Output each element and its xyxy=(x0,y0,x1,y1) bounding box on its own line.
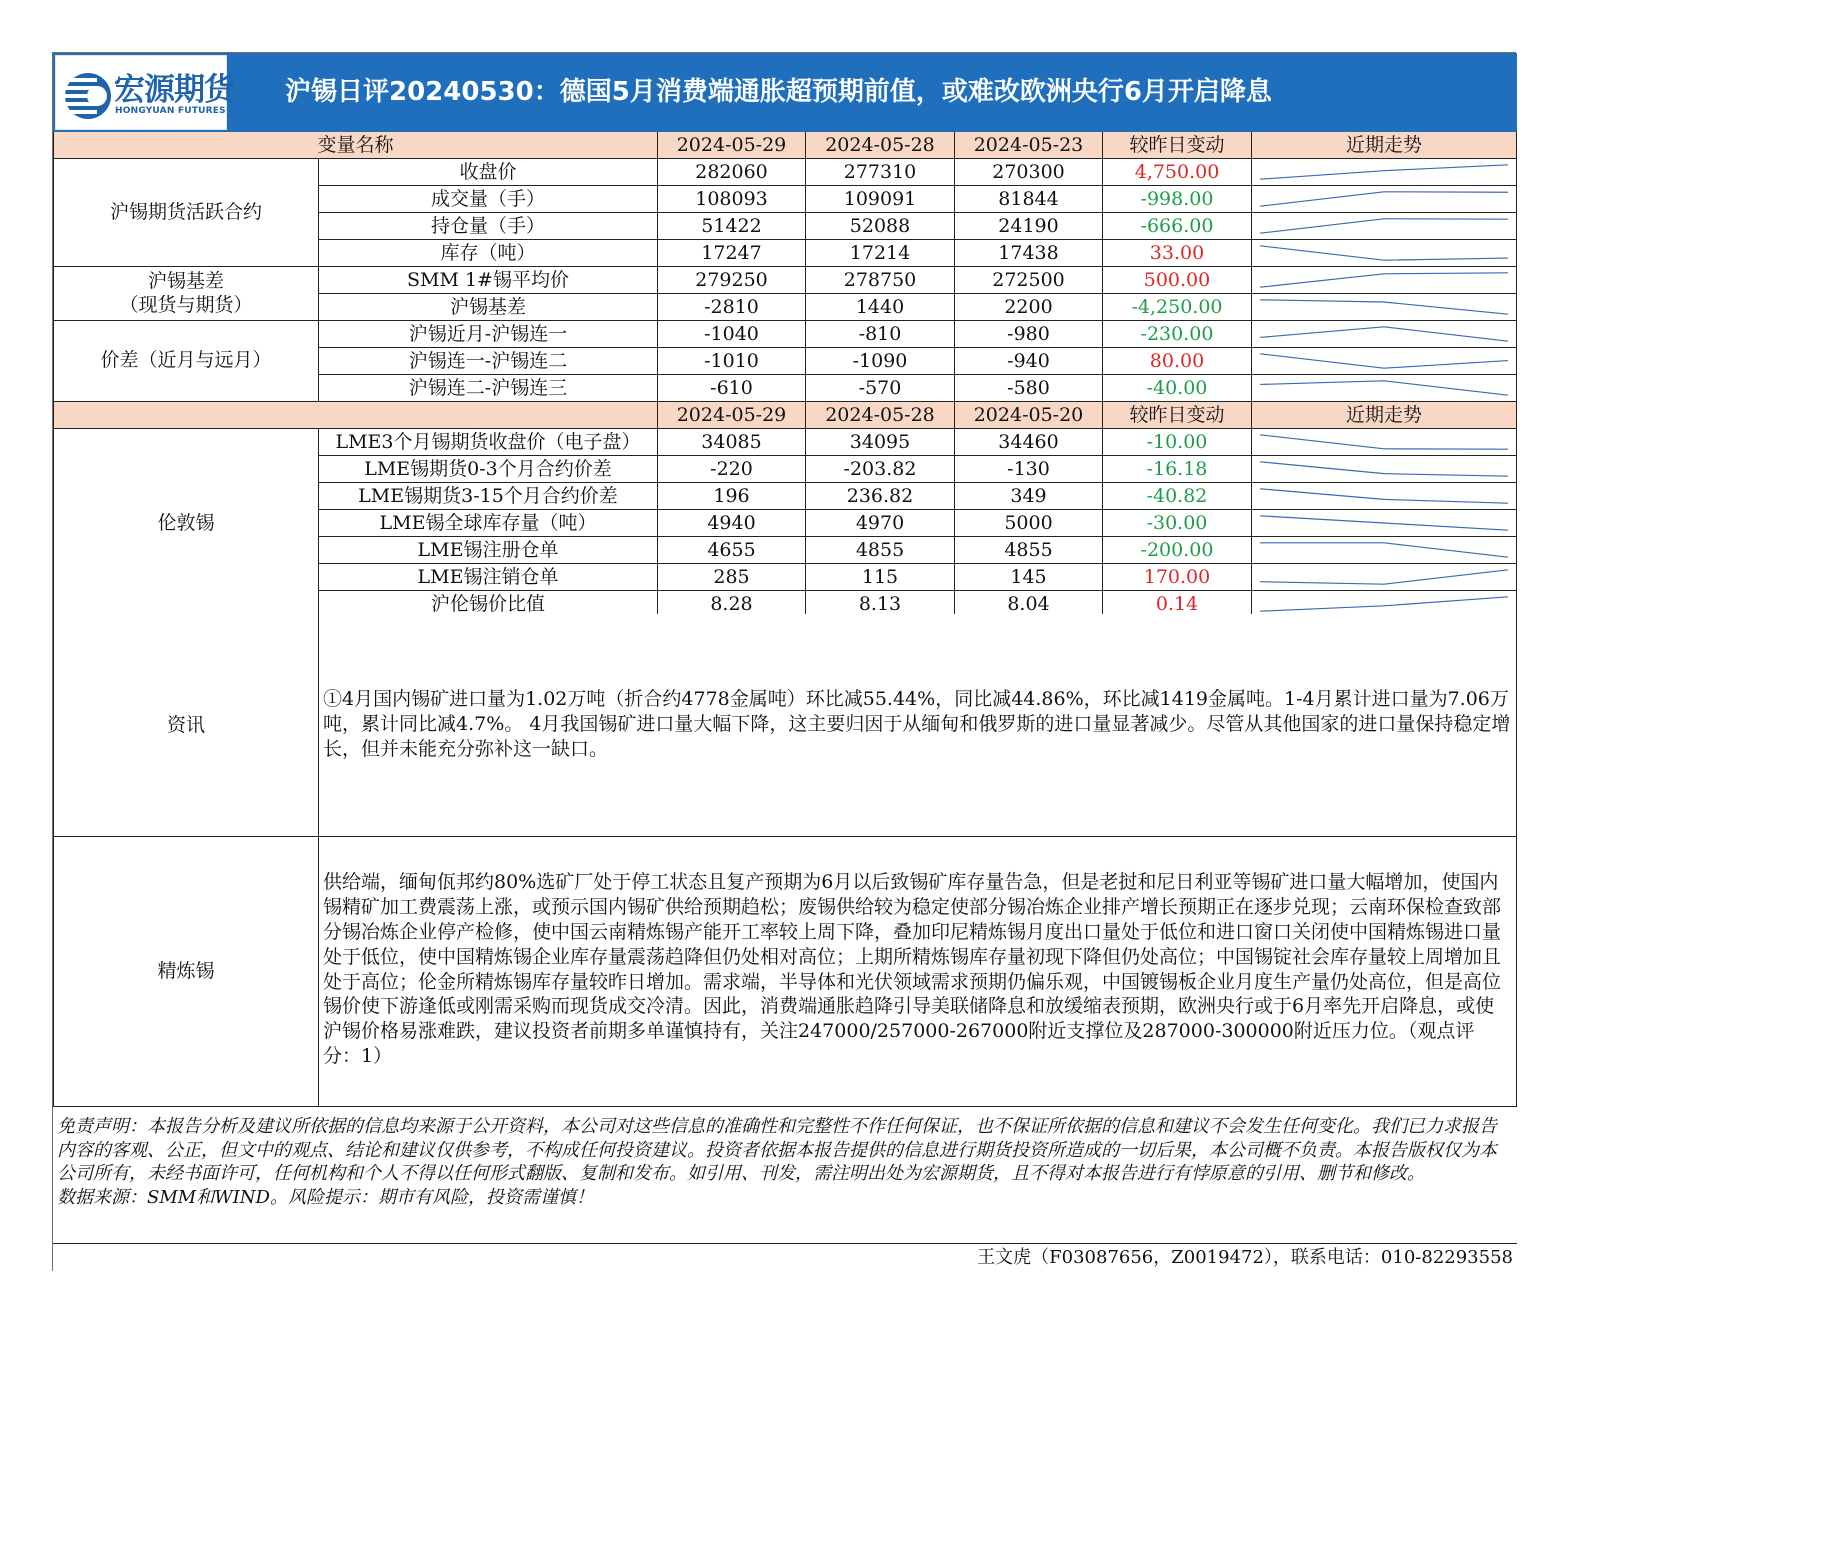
sparkline-path xyxy=(1260,570,1508,584)
disclaimer-text: 免责声明：本报告分析及建议所依据的信息均来源于公开资料，本公司对这些信息的准确性和完整性不作任何保证，也不保证所依据的信息和建议不会发生任何变化。我们已力求报告内容的客观、公正，但文中的观点、结论和建议仅供参考，不构成任何投资建议。投资者依据本报告提供的信息进行期货投资所造成的一切后果，本公司概不负责。本报告版权仅为本公司所有，未经书面许可，任何机构和个人不得以任何形式翻版、复制和发布。如引用、刊发，需注明出处为宏源期货，且不得对本报告进行有悖原意的引用、删节和修改。 xyxy=(57,1116,1497,1185)
value-date-2: -570 xyxy=(806,375,955,402)
sparkline-chart xyxy=(1252,483,1516,509)
change-value: 4,750.00 xyxy=(1103,159,1252,186)
sparkline-path xyxy=(1260,435,1508,449)
row-name: LME3个月锡期货收盘价（电子盘） xyxy=(319,429,658,456)
value-date-3: -940 xyxy=(955,348,1103,375)
row-name: 持仓量（手） xyxy=(319,213,658,240)
value-date-2: 115 xyxy=(806,564,955,591)
row-name: LME锡注销仓单 xyxy=(319,564,658,591)
trend-sparkline-cell xyxy=(1252,537,1517,564)
value-date-3: 4855 xyxy=(955,537,1103,564)
value-date-2: -203.82 xyxy=(806,456,955,483)
value-date-1: 196 xyxy=(658,483,806,510)
trend-sparkline-cell xyxy=(1252,267,1517,294)
value-date-3: 8.04 xyxy=(955,591,1103,618)
trend-sparkline-cell xyxy=(1252,375,1517,402)
disclaimer-block xyxy=(53,1107,1517,1244)
report-title: 沪锡日评20240530：德国5月消费端通胀超预期前值，或难改欧洲央行6月开启降息 xyxy=(285,77,1272,107)
logo-english-text: HONGYUAN FUTURES xyxy=(115,106,226,116)
sparkline-path xyxy=(1260,300,1508,314)
change-value: -30.00 xyxy=(1103,510,1252,537)
row-name: 沪锡基差 xyxy=(319,294,658,321)
sparkline-chart xyxy=(1252,186,1516,212)
value-date-1: 17247 xyxy=(658,240,806,267)
value-date-3: -130 xyxy=(955,456,1103,483)
lme-column-header-date-3: 2024-05-20 xyxy=(955,402,1103,429)
change-value: -40.00 xyxy=(1103,375,1252,402)
sparkline-path xyxy=(1260,381,1508,395)
row-name: 库存（吨） xyxy=(319,240,658,267)
refined-tin-label: 精炼锡 xyxy=(53,837,319,1107)
value-date-1: -1010 xyxy=(658,348,806,375)
sparkline-path xyxy=(1260,597,1508,611)
row-name: LME锡期货3-15个月合约价差 xyxy=(319,483,658,510)
change-value: 33.00 xyxy=(1103,240,1252,267)
value-date-2: 278750 xyxy=(806,267,955,294)
sparkline-chart xyxy=(1252,375,1516,401)
change-value: -230.00 xyxy=(1103,321,1252,348)
change-value: 80.00 xyxy=(1103,348,1252,375)
sparkline-path xyxy=(1260,219,1508,233)
report-header xyxy=(53,53,1517,133)
sparkline-chart xyxy=(1252,510,1516,536)
value-date-2: 277310 xyxy=(806,159,955,186)
row-name: LME锡注册仓单 xyxy=(319,537,658,564)
change-value: -200.00 xyxy=(1103,537,1252,564)
row-name: 沪伦锡价比值 xyxy=(319,591,658,618)
lme-group-label: 伦敦锡 xyxy=(53,429,319,618)
change-value: 0.14 xyxy=(1103,591,1252,618)
value-date-2: 34095 xyxy=(806,429,955,456)
value-date-1: 108093 xyxy=(658,186,806,213)
lme-column-header-date-2: 2024-05-28 xyxy=(806,402,955,429)
value-date-2: -1090 xyxy=(806,348,955,375)
value-date-1: -1040 xyxy=(658,321,806,348)
column-header-trend: 近期走势 xyxy=(1252,132,1517,159)
trend-sparkline-cell xyxy=(1252,510,1517,537)
column-header-date-1: 2024-05-29 xyxy=(658,132,806,159)
group-label-1: 沪锡基差 （现货与期货） xyxy=(53,267,319,321)
analyst-contact-footer: 王文虎（F03087656，Z0019472），联系电话：010-82293558 xyxy=(53,1244,1517,1272)
refined-tin-text: 供给端，缅甸佤邦约80%选矿厂处于停工状态且复产预期为6月以后致锡矿库存量告急，但是老挝和尼日利亚等锡矿进口量大幅增加，使国内锡精矿加工费震荡上涨，或预示国内锡矿供给预期趋松；废锡供给较为稳定使部分锡冶炼企业排产增长预期正在逐步兑现；云南环保检查致部分锡冶炼企业停产检修，使中国云南精炼锡产能开工率较上周下降，叠加印尼精炼锡月度出口量处于低位和进口窗口关闭使中国精炼锡进口量处于低位，使中国精炼锡企业库存量震荡趋降但仍处相对高位；上期所精炼锡库存量初现下降但仍处高位；中国锡锭社会库存量较上周增加且处于高位；伦金所精炼锡库存量较昨日增加。需求端，半导体和光伏领域需求预期仍偏乐观，中国镀锡板企业月度生产量仍处高位，但是高位锡价使下游逢低或刚需采购而现货成交冷清。因此，消费端通胀趋降引导美联储降息和放缓缩表预期，欧洲央行或于6月率先开启降息，或使沪锡价格易涨难跌，建议投资者前期多单谨慎持有，关注247000/257000-267000附近支撑位及287000-300000附近压力位。（观点评分：1） xyxy=(319,837,1517,1107)
sparkline-path xyxy=(1260,489,1508,503)
group-label-0: 沪锡期货活跃合约 xyxy=(53,159,319,267)
data-source-text: 数据来源：SMM和WIND。风险提示：期市有风险，投资需谨慎！ xyxy=(57,1186,594,1208)
value-date-2: 17214 xyxy=(806,240,955,267)
value-date-1: 282060 xyxy=(658,159,806,186)
sparkline-path xyxy=(1260,354,1508,368)
value-date-2: -810 xyxy=(806,321,955,348)
value-date-3: 145 xyxy=(955,564,1103,591)
sparkline-chart xyxy=(1252,213,1516,239)
sparkline-chart xyxy=(1252,294,1516,320)
value-date-1: 8.28 xyxy=(658,591,806,618)
sparkline-path xyxy=(1260,165,1508,179)
news-text: ①4月国内锡矿进口量为1.02万吨（折合约4778金属吨）环比减55.44%，同比减44.86%，环比减1419金属吨。1-4月累计进口量为7.06万吨，累计同比减4.7%。 4月我国锡矿进口量大幅下降，这主要归因于从缅甸和俄罗斯的进口量显著减少。尽管从其他国家的进口量保持稳定增长，但并未能充分弥补这一缺口。 xyxy=(319,614,1517,837)
sparkline-path xyxy=(1260,543,1508,557)
value-date-3: 349 xyxy=(955,483,1103,510)
value-date-1: 34085 xyxy=(658,429,806,456)
sparkline-path xyxy=(1260,273,1508,287)
value-date-3: 2200 xyxy=(955,294,1103,321)
trend-sparkline-cell xyxy=(1252,294,1517,321)
sparkline-chart xyxy=(1252,321,1516,347)
column-header-date-2: 2024-05-28 xyxy=(806,132,955,159)
row-name: 沪锡连二-沪锡连三 xyxy=(319,375,658,402)
row-name: SMM 1#锡平均价 xyxy=(319,267,658,294)
trend-sparkline-cell xyxy=(1252,213,1517,240)
trend-sparkline-cell xyxy=(1252,159,1517,186)
change-value: -16.18 xyxy=(1103,456,1252,483)
trend-sparkline-cell xyxy=(1252,564,1517,591)
column-header-date-3: 2024-05-23 xyxy=(955,132,1103,159)
value-date-3: 270300 xyxy=(955,159,1103,186)
value-date-2: 52088 xyxy=(806,213,955,240)
value-date-1: 51422 xyxy=(658,213,806,240)
value-date-3: -980 xyxy=(955,321,1103,348)
value-date-1: -2810 xyxy=(658,294,806,321)
news-label: 资讯 xyxy=(53,614,319,837)
change-value: -10.00 xyxy=(1103,429,1252,456)
sparkline-chart xyxy=(1252,537,1516,563)
value-date-2: 8.13 xyxy=(806,591,955,618)
row-name: 收盘价 xyxy=(319,159,658,186)
value-date-1: 279250 xyxy=(658,267,806,294)
logo-chinese-text: 宏源期货 xyxy=(114,72,234,108)
sparkline-chart xyxy=(1252,267,1516,293)
sparkline-path xyxy=(1260,327,1508,341)
lme-column-header-change: 较昨日变动 xyxy=(1103,402,1252,429)
sparkline-chart xyxy=(1252,456,1516,482)
change-value: -666.00 xyxy=(1103,213,1252,240)
row-name: 沪锡连一-沪锡连二 xyxy=(319,348,658,375)
value-date-2: 4855 xyxy=(806,537,955,564)
sparkline-path xyxy=(1260,192,1508,206)
value-date-1: 4940 xyxy=(658,510,806,537)
lme-column-header-date-1: 2024-05-29 xyxy=(658,402,806,429)
value-date-1: 285 xyxy=(658,564,806,591)
group-label-2: 价差（近月与远月） xyxy=(53,321,319,402)
logo-mark-icon xyxy=(62,60,114,130)
value-date-2: 236.82 xyxy=(806,483,955,510)
value-date-3: 81844 xyxy=(955,186,1103,213)
change-value: -40.82 xyxy=(1103,483,1252,510)
section-header-blank xyxy=(53,402,658,429)
row-name: LME锡期货0-3个月合约价差 xyxy=(319,456,658,483)
sparkline-chart xyxy=(1252,429,1516,455)
value-date-3: -580 xyxy=(955,375,1103,402)
value-date-3: 5000 xyxy=(955,510,1103,537)
trend-sparkline-cell xyxy=(1252,186,1517,213)
sparkline-path xyxy=(1260,246,1508,260)
change-value: -4,250.00 xyxy=(1103,294,1252,321)
value-date-3: 34460 xyxy=(955,429,1103,456)
value-date-2: 1440 xyxy=(806,294,955,321)
sparkline-path xyxy=(1260,516,1508,530)
value-date-3: 24190 xyxy=(955,213,1103,240)
change-value: 500.00 xyxy=(1103,267,1252,294)
value-date-1: 4655 xyxy=(658,537,806,564)
tin-daily-report xyxy=(52,52,1516,1271)
value-date-2: 4970 xyxy=(806,510,955,537)
sparkline-path xyxy=(1260,462,1508,476)
company-logo xyxy=(55,55,234,130)
row-name: LME锡全球库存量（吨） xyxy=(319,510,658,537)
value-date-1: -610 xyxy=(658,375,806,402)
trend-sparkline-cell xyxy=(1252,456,1517,483)
column-header-variable-name: 变量名称 xyxy=(53,132,658,159)
trend-sparkline-cell xyxy=(1252,321,1517,348)
sparkline-chart xyxy=(1252,564,1516,590)
trend-sparkline-cell xyxy=(1252,240,1517,267)
sparkline-chart xyxy=(1252,159,1516,185)
row-name: 成交量（手） xyxy=(319,186,658,213)
row-name: 沪锡近月-沪锡连一 xyxy=(319,321,658,348)
value-date-1: -220 xyxy=(658,456,806,483)
trend-sparkline-cell xyxy=(1252,429,1517,456)
column-header-change: 较昨日变动 xyxy=(1103,132,1252,159)
value-date-3: 17438 xyxy=(955,240,1103,267)
change-value: 170.00 xyxy=(1103,564,1252,591)
sparkline-chart xyxy=(1252,348,1516,374)
lme-column-header-trend: 近期走势 xyxy=(1252,402,1517,429)
change-value: -998.00 xyxy=(1103,186,1252,213)
sparkline-chart xyxy=(1252,240,1516,266)
value-date-2: 109091 xyxy=(806,186,955,213)
trend-sparkline-cell xyxy=(1252,483,1517,510)
value-date-3: 272500 xyxy=(955,267,1103,294)
trend-sparkline-cell xyxy=(1252,348,1517,375)
